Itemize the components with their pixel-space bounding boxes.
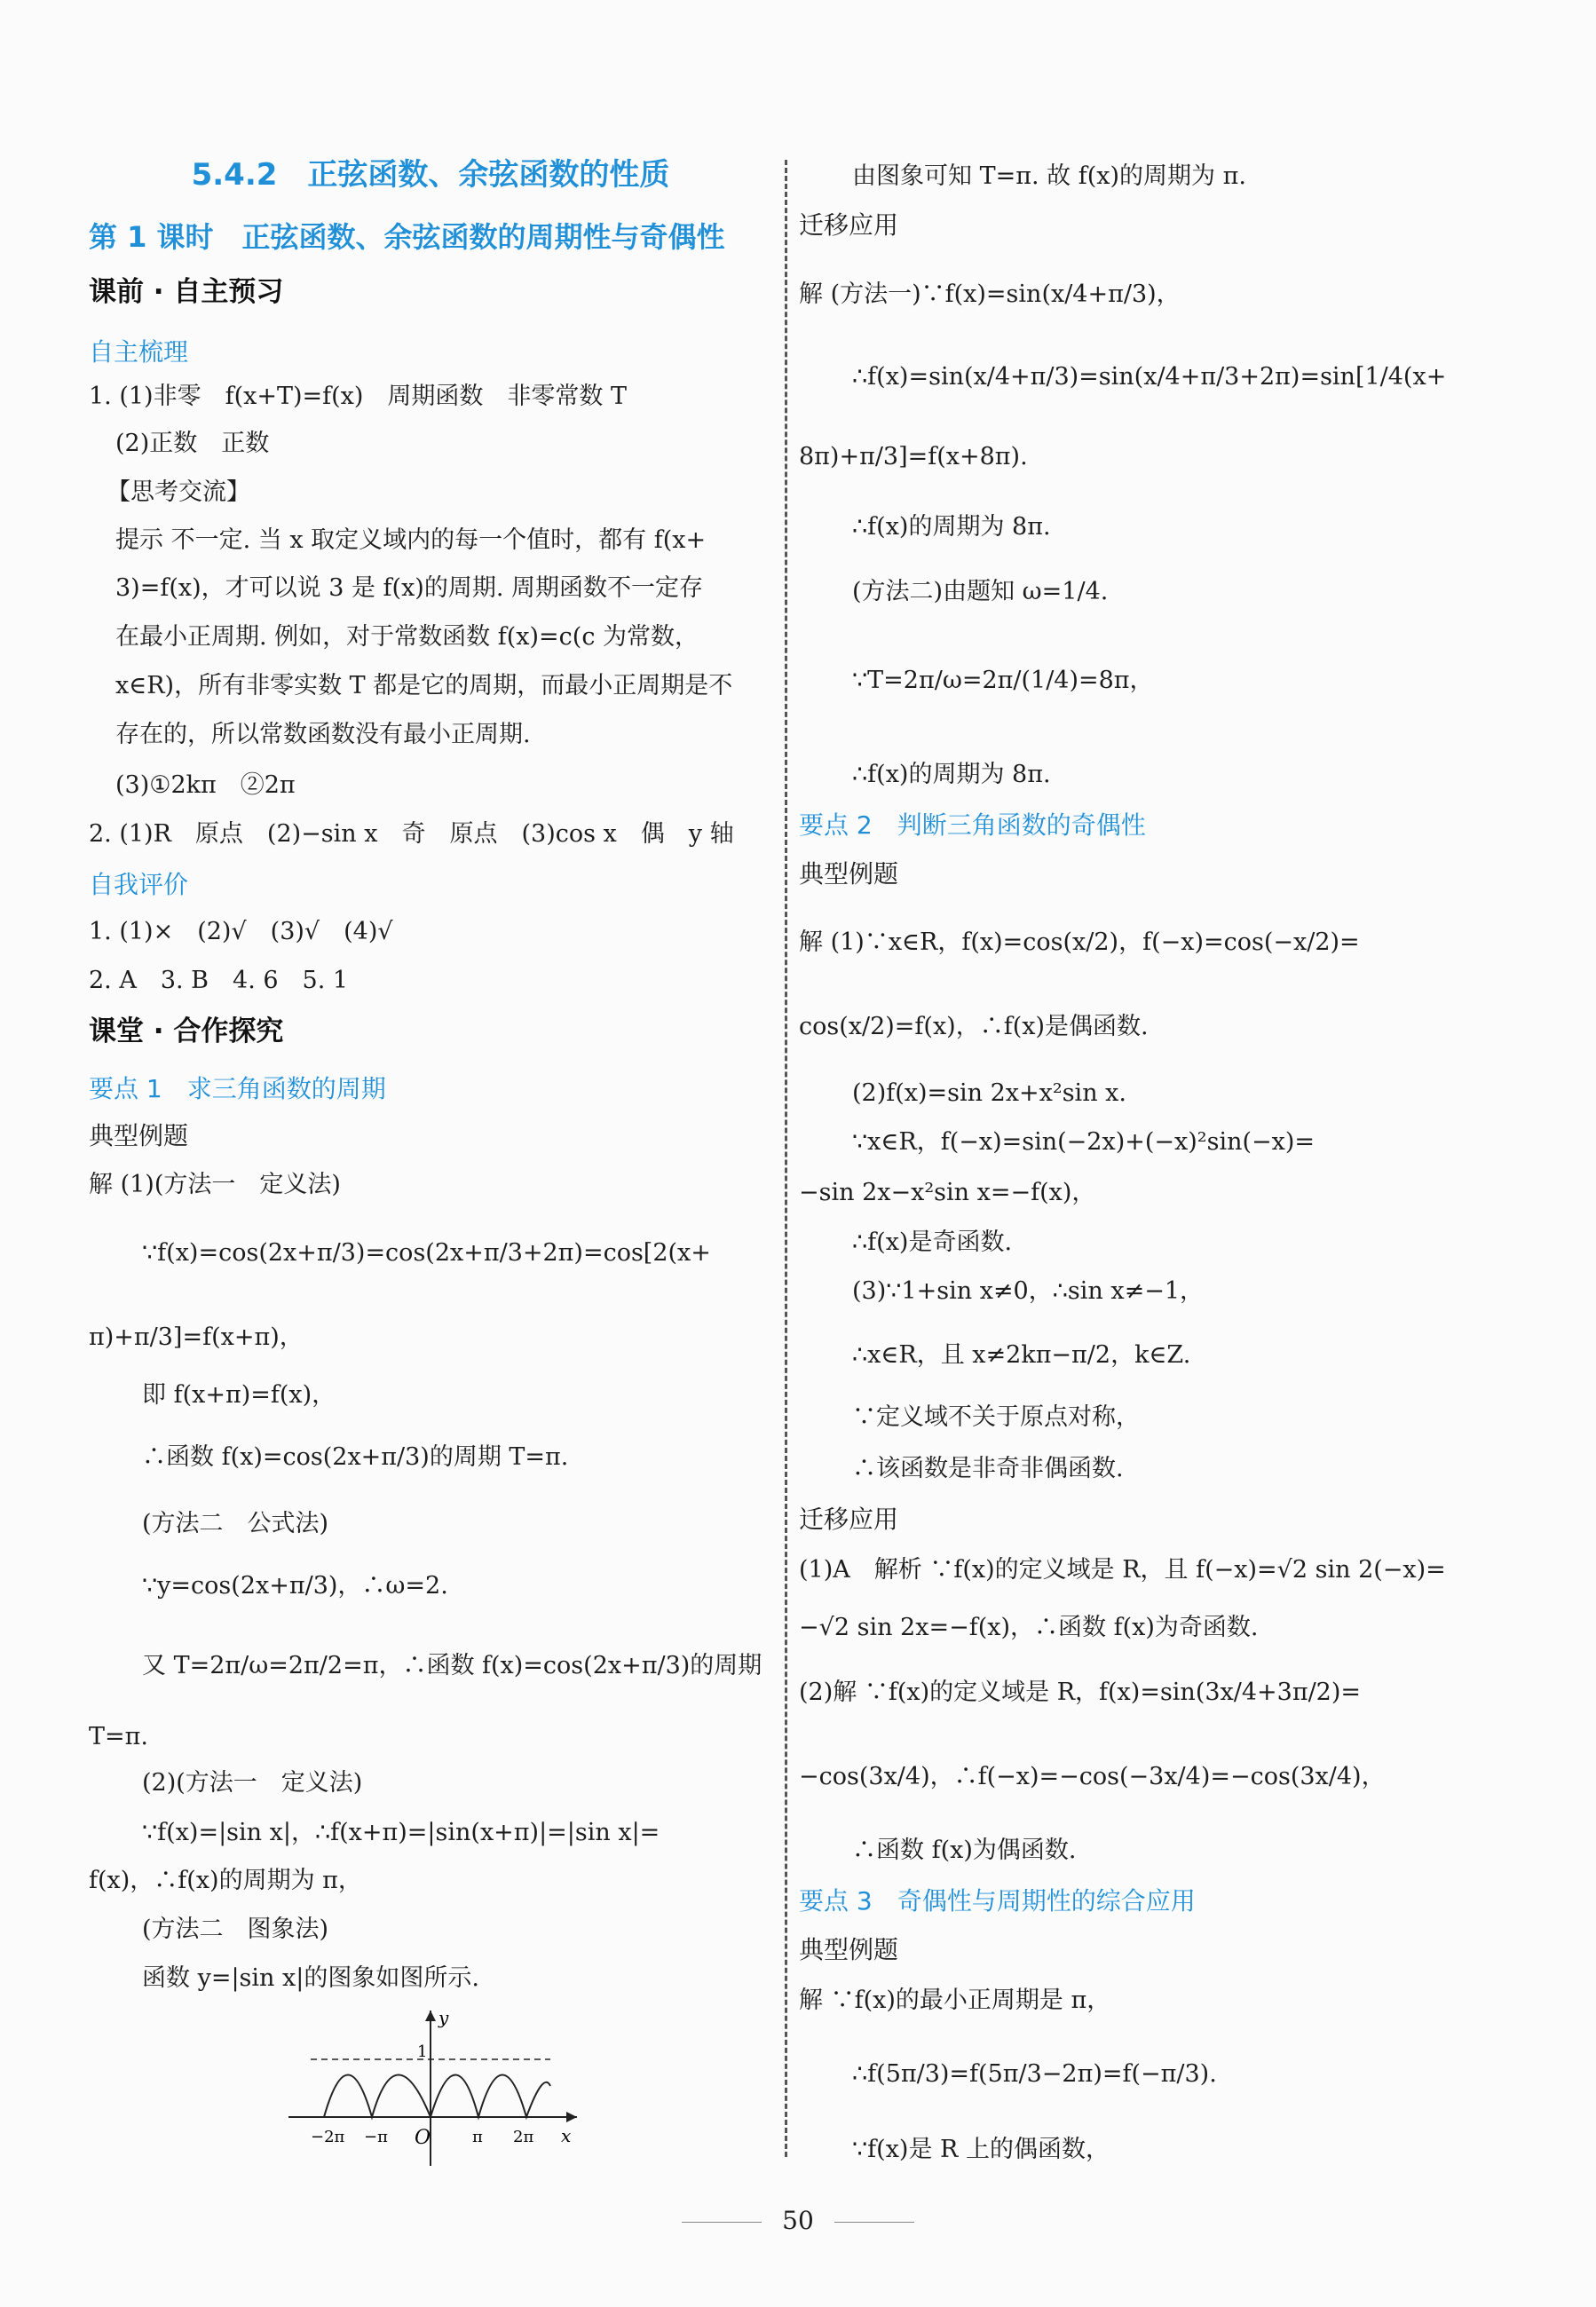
right-line-11: 解 (1)∵x∈R，f(x)=cos(x/2)，f(−x)=cos(−x/2)= bbox=[799, 928, 1360, 956]
right-line-14: ∵x∈R，f(−x)=sin(−2x)+(−x)²sin(−x)= bbox=[852, 1128, 1316, 1156]
left-line-26: ∵y=cos(2x+π/3)，∴ω=2. bbox=[142, 1572, 448, 1600]
left-line-12: (3)①2kπ ②2π bbox=[115, 771, 296, 799]
xtick-2pi: 2π bbox=[513, 2128, 534, 2146]
left-line-29: (2)(方法一 定义法) bbox=[142, 1769, 363, 1797]
right-line-16: ∴f(x)是奇函数. bbox=[852, 1229, 1013, 1256]
left-line-17: 课堂 · 合作探究 bbox=[89, 1015, 284, 1047]
left-line-5: (2)正数 正数 bbox=[115, 430, 270, 457]
footer-rule-left bbox=[682, 2222, 762, 2223]
right-line-20: ∴该函数是非奇非偶函数. bbox=[852, 1455, 1124, 1482]
left-line-13: 2. (1)R 原点 (2)−sin x 奇 原点 (3)cos x 偶 y 轴 bbox=[89, 820, 734, 848]
right-line-27: 要点 3 奇偶性与周期性的综合应用 bbox=[799, 1886, 1196, 1916]
left-line-11: 存在的，所以常数函数没有最小正周期. bbox=[115, 721, 531, 748]
left-line-9: 在最小正周期. 例如，对于常数函数 f(x)=c(c 为常数， bbox=[115, 623, 699, 651]
right-line-22: (1)A 解析 ∵f(x)的定义域是 R，且 f(−x)=√2 sin 2(−x)= bbox=[799, 1556, 1446, 1584]
left-line-30: ∵f(x)=|sin x|，∴f(x+π)=|sin(x+π)|=|sin x|= bbox=[142, 1819, 660, 1846]
left-line-31: f(x)，∴f(x)的周期为 π， bbox=[89, 1867, 362, 1894]
right-line-19: ∵定义域不关于原点对称， bbox=[852, 1403, 1140, 1431]
left-line-3: 自主梳理 bbox=[89, 337, 189, 367]
left-line-24: ∴函数 f(x)=cos(2x+π/3)的周期 T=π. bbox=[142, 1443, 569, 1471]
right-line-31: ∵f(x)是 R 上的偶函数， bbox=[852, 2136, 1110, 2163]
one-label: 1 bbox=[417, 2042, 428, 2061]
left-line-21: ∵f(x)=cos(2x+π/3)=cos(2x+π/3+2π)=cos[2(x+ bbox=[142, 1239, 711, 1267]
left-line-7: 提示 不一定. 当 x 取定义域内的每一个值时，都有 f(x+ bbox=[115, 526, 707, 554]
right-line-21: 迁移应用 bbox=[799, 1505, 899, 1534]
right-line-15: −sin 2x−x²sin x=−f(x)， bbox=[799, 1179, 1096, 1206]
left-line-18: 要点 1 求三角函数的周期 bbox=[89, 1074, 386, 1103]
right-line-23: −√2 sin 2x=−f(x)，∴函数 f(x)为奇函数. bbox=[799, 1614, 1259, 1641]
right-line-3: ∴f(x)=sin(x/4+π/3)=sin(x/4+π/3+2π)=sin[1/4(x+ bbox=[852, 363, 1447, 391]
left-line-32: (方法二 图象法) bbox=[142, 1916, 329, 1943]
right-line-5: ∴f(x)的周期为 8π. bbox=[852, 513, 1051, 541]
left-line-15: 1. (1)× (2)√ (3)√ (4)√ bbox=[89, 918, 393, 945]
right-line-18: ∴x∈R，且 x≠2kπ−π/2，k∈Z. bbox=[852, 1341, 1191, 1369]
left-line-22: π)+π/3]=f(x+π)， bbox=[89, 1323, 304, 1351]
abs-sin-curve bbox=[324, 2075, 550, 2118]
right-line-7: ∵T=2π/ω=2π/(1/4)=8π， bbox=[852, 667, 1154, 694]
right-line-4: 8π)+π/3]=f(x+8π). bbox=[799, 443, 1028, 470]
right-line-10: 典型例题 bbox=[799, 859, 899, 889]
right-line-26: ∴函数 f(x)为偶函数. bbox=[852, 1837, 1077, 1864]
right-line-28: 典型例题 bbox=[799, 1935, 899, 1964]
left-line-27: 又 T=2π/ω=2π/2=π，∴函数 f(x)=cos(2x+π/3)的周期 bbox=[142, 1652, 762, 1679]
right-line-29: 解 ∵f(x)的最小正周期是 π， bbox=[799, 1987, 1111, 2014]
left-line-10: x∈R)，所有非零实数 T 都是它的周期，而最小正周期是不 bbox=[115, 672, 733, 699]
left-line-20: 解 (1)(方法一 定义法) bbox=[89, 1171, 341, 1198]
left-line-25: (方法二 公式法) bbox=[142, 1510, 329, 1537]
footer-rule-right bbox=[834, 2222, 914, 2223]
left-line-14: 自我评价 bbox=[89, 870, 189, 899]
right-line-2: 解 (方法一)∵f(x)=sin(x/4+π/3)， bbox=[799, 280, 1181, 308]
right-line-30: ∴f(5π/3)=f(5π/3−2π)=f(−π/3). bbox=[852, 2060, 1217, 2088]
right-line-1: 迁移应用 bbox=[799, 210, 899, 240]
right-line-25: −cos(3x/4)，∴f(−x)=−cos(−3x/4)=−cos(3x/4)， bbox=[799, 1763, 1386, 1790]
left-line-1: 第 1 课时 正弦函数、余弦函数的周期性与奇偶性 bbox=[89, 220, 725, 254]
origin-label: O bbox=[415, 2127, 431, 2149]
left-line-16: 2. A 3. B 4. 6 5. 1 bbox=[89, 967, 349, 994]
abs-sin-graph bbox=[284, 2002, 586, 2170]
left-line-0: 5.4.2 正弦函数、余弦函数的性质 bbox=[191, 157, 670, 193]
page-number: 50 bbox=[782, 2206, 814, 2235]
left-line-33: 函数 y=|sin x|的图象如图所示. bbox=[142, 1964, 479, 1992]
left-line-2: 课前 · 自主预习 bbox=[89, 276, 284, 308]
xtick-pi: π bbox=[472, 2128, 483, 2146]
right-line-12: cos(x/2)=f(x)，∴f(x)是偶函数. bbox=[799, 1013, 1149, 1040]
right-line-13: (2)f(x)=sin 2x+x²sin x. bbox=[852, 1079, 1126, 1107]
right-line-17: (3)∵1+sin x≠0，∴sin x≠−1， bbox=[852, 1277, 1205, 1305]
x-label: x bbox=[561, 2125, 572, 2146]
left-line-6: 【思考交流】 bbox=[107, 478, 250, 506]
right-line-24: (2)解 ∵f(x)的定义域是 R，f(x)=sin(3x/4+3π/2)= bbox=[799, 1679, 1362, 1706]
right-line-6: (方法二)由题知 ω=1/4. bbox=[852, 578, 1109, 605]
left-line-23: 即 f(x+π)=f(x)， bbox=[142, 1381, 336, 1409]
left-line-28: T=π. bbox=[89, 1723, 148, 1750]
left-line-8: 3)=f(x)，才可以说 3 是 f(x)的周期. 周期函数不一定存 bbox=[115, 574, 704, 602]
column-divider bbox=[785, 160, 787, 2157]
xtick-negpi: −π bbox=[364, 2128, 388, 2146]
y-label: y bbox=[439, 2007, 449, 2028]
right-line-9: 要点 2 判断三角函数的奇偶性 bbox=[799, 810, 1146, 840]
xtick-neg2pi: −2π bbox=[311, 2128, 345, 2146]
page-footer bbox=[0, 2206, 1596, 2235]
left-line-4: 1. (1)非零 f(x+T)=f(x) 周期函数 非零常数 T bbox=[89, 383, 628, 410]
right-line-0: 由图象可知 T=π. 故 f(x)的周期为 π. bbox=[852, 162, 1246, 190]
left-line-19: 典型例题 bbox=[89, 1121, 189, 1150]
right-line-8: ∴f(x)的周期为 8π. bbox=[852, 761, 1051, 788]
